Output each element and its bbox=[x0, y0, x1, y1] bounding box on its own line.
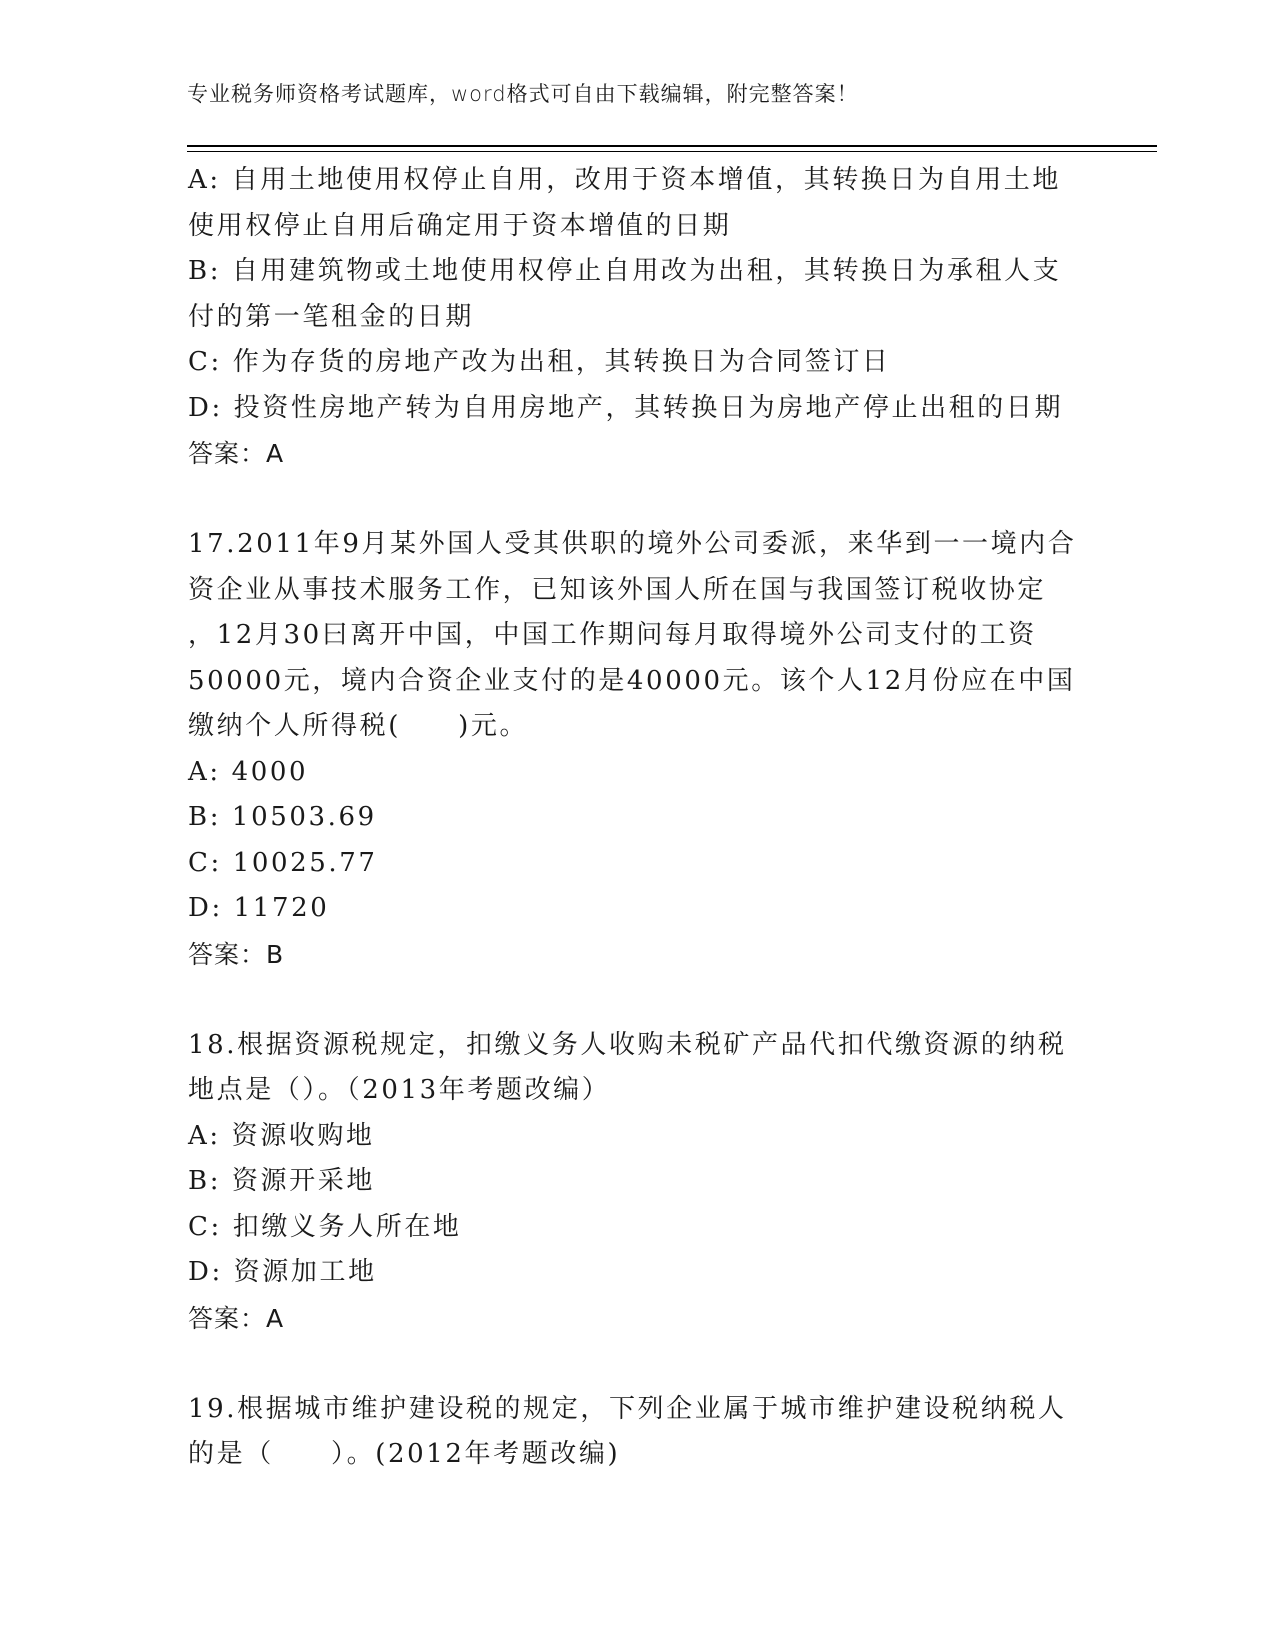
spacer bbox=[188, 977, 1088, 1023]
option-b: B: 资源开采地 bbox=[188, 1166, 375, 1196]
question-stem-line: 缴纳个人所得税( )元。 bbox=[188, 711, 529, 741]
spacer bbox=[188, 477, 1088, 523]
header-divider-thick bbox=[187, 145, 1157, 147]
question-stem-line: 资企业从事技术服务工作，已知该外国人所在国与我国签订税收协定 bbox=[188, 574, 1047, 605]
question-17 bbox=[188, 522, 1088, 977]
answer-label: 答案：A bbox=[188, 1303, 285, 1333]
option-b: B: 10503.69 bbox=[188, 802, 377, 832]
option-a: A: 资源收购地 bbox=[188, 1120, 375, 1151]
option-a: A: 4000 bbox=[188, 756, 309, 787]
question-stem-line: 地点是（）。（2013年考题改编） bbox=[188, 1075, 611, 1105]
question-content bbox=[188, 158, 1088, 1478]
option-c: C: 10025.77 bbox=[188, 847, 378, 878]
answer-label: 答案：A bbox=[188, 439, 285, 468]
answer-label: 答案：B bbox=[188, 939, 285, 969]
question-16 bbox=[188, 158, 1088, 477]
question-19 bbox=[188, 1387, 1088, 1478]
option-line: 付的第一笔租金的日期 bbox=[188, 301, 475, 332]
question-stem-line: 50000元，境内合资企业支付的是40000元。该个人12月份应在中国 bbox=[188, 665, 1076, 696]
question-stem-line: 19.根据城市维护建设税的规定，下列企业属于城市维护建设税纳税人 bbox=[188, 1393, 1067, 1424]
question-18 bbox=[188, 1023, 1088, 1342]
option-line: B: 自用建筑物或土地使用权停止自用改为出租，其转换日为承租人支 bbox=[188, 256, 1062, 286]
question-stem-line: 18.根据资源税规定，扣缴义务人收购未税矿产品代扣代缴资源的纳税 bbox=[188, 1029, 1067, 1060]
question-stem-line: ，12月30曰离开中国，中国工作期问每月取得境外公司支付的工资 bbox=[188, 620, 1037, 650]
question-stem-line: 17.2011年9月某外国人受其供职的境外公司委派，来华到一一境内合 bbox=[188, 529, 1077, 559]
question-stem-line: 的是（ ）。(2012年考题改编) bbox=[188, 1439, 621, 1469]
option-line: A: 自用土地使用权停止自用，改用于资本增值，其转换日为自用土地 bbox=[188, 165, 1062, 195]
option-d: D: 资源加工地 bbox=[188, 1257, 377, 1287]
option-line: C: 作为存货的房地产改为出租，其转换日为合同签订日 bbox=[188, 347, 891, 377]
option-d: D: 11720 bbox=[188, 893, 330, 923]
option-c: C: 扣缴义务人所在地 bbox=[188, 1211, 462, 1242]
option-line: 使用权停止自用后确定用于资本增值的日期 bbox=[188, 210, 732, 241]
page-header: 专业税务师资格考试题库，word格式可自由下载编辑，附完整答案！ bbox=[187, 82, 859, 106]
spacer bbox=[188, 1341, 1088, 1387]
header-divider-thin bbox=[187, 151, 1157, 152]
option-line: D: 投资性房地产转为自用房地产，其转换日为房地产停止出租的日期 bbox=[188, 392, 1064, 423]
